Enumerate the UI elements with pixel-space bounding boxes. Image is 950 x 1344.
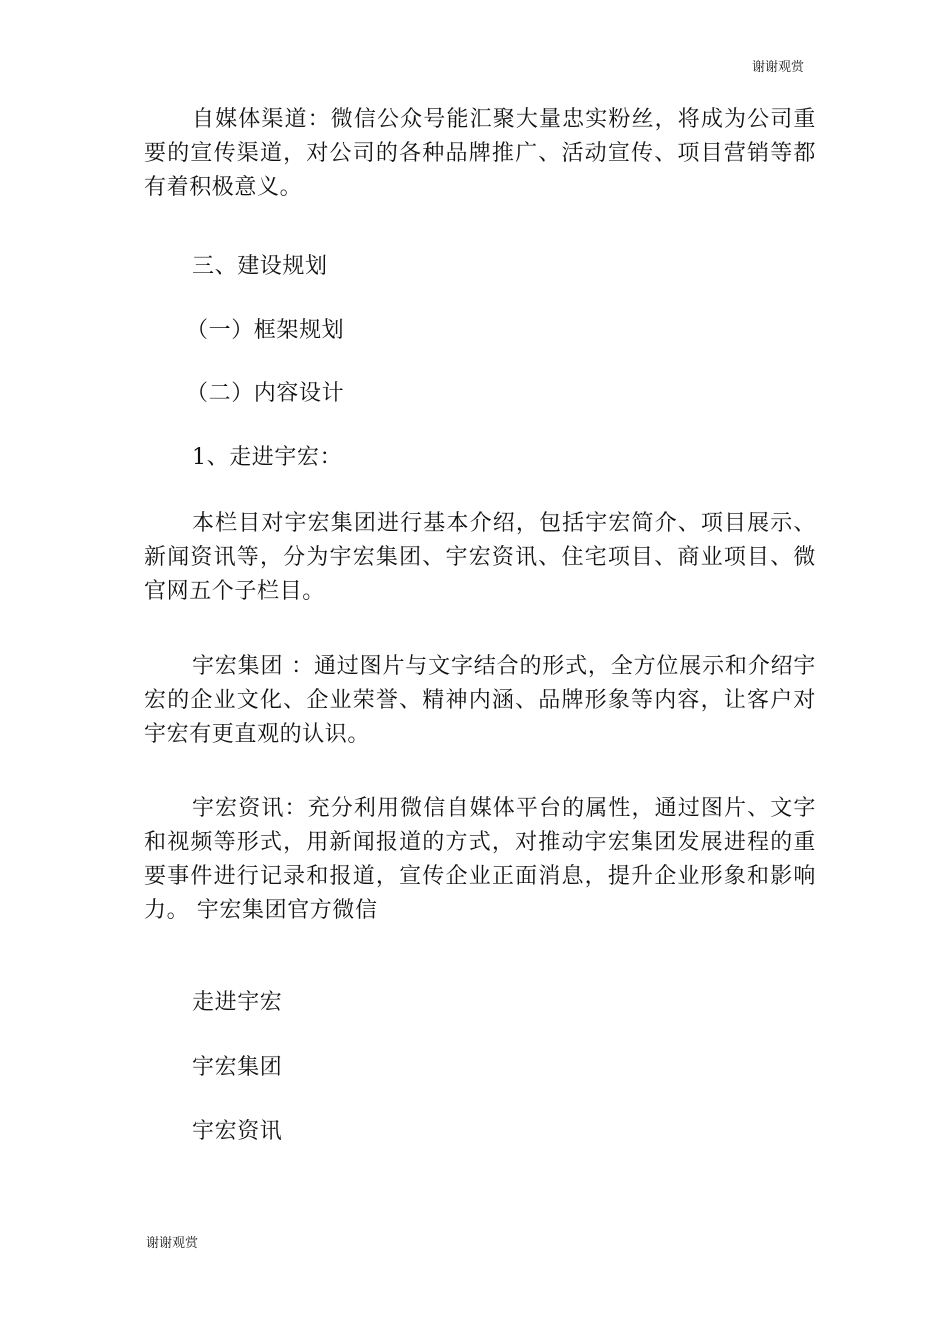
list-item: 走进宇宏 <box>192 990 283 1015</box>
paragraph-media-channel: 自媒体渠道：微信公众号能汇聚大量忠实粉丝，将成为公司重要的宣传渠道，对公司的各种品牌推广、活动宣传、项目营销等都有着积极意义。 <box>144 107 816 200</box>
heading-content-design: （二）内容设计 <box>186 381 345 406</box>
heading-section-3: 三、建设规划 <box>192 254 328 279</box>
heading-item-1: 1、走进宇宏： <box>192 445 343 470</box>
list-item: 宇宏资讯 <box>192 1119 283 1144</box>
paragraph-yuhong-news: 宇宏资讯：充分利用微信自媒体平台的属性，通过图片、文字和视频等形式，用新闻报道的方式，对推动宇宏集团发展进程的重要事件进行记录和报道，宣传企业正面消息，提升企业形象和影响力。 宇宏集团官方微信 <box>144 796 816 923</box>
heading-framework-plan: （一）框架规划 <box>186 318 345 343</box>
paragraph-yuhong-group: 宇宏集团 ：通过图片与文字结合的形式，全方位展示和介绍宇宏的企业文化、企业荣誉、精神内涵、品牌形象等内容，让客户对宇宏有更直观的认识。 <box>144 654 816 747</box>
list-item: 宇宏集团 <box>192 1055 283 1080</box>
footer-note: 谢谢观赏 <box>146 1236 199 1251</box>
header-note: 谢谢观赏 <box>752 60 805 75</box>
paragraph-column-intro: 本栏目对宇宏集团进行基本介绍，包括宇宏简介、项目展示、新闻资讯等，分为宇宏集团、宇宏资讯、住宅项目、商业项目、微官网五个子栏目。 <box>144 511 816 604</box>
